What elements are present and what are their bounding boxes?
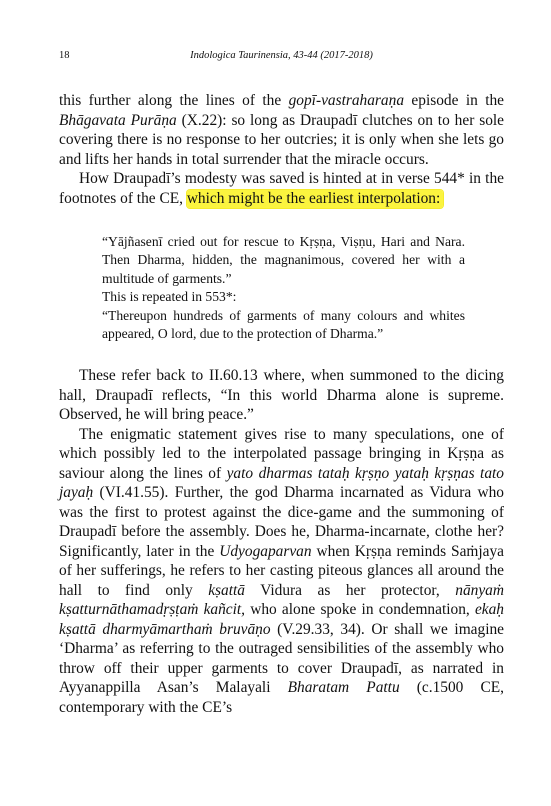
- paragraph-4: [59, 425, 504, 718]
- quote-line: “Thereupon hundreds of garments of many colours and whites appeared, O lord, due to the protection of Dharma.”: [102, 307, 465, 342]
- text-span: Vidura as her protector,: [244, 581, 456, 599]
- paragraph-1: [59, 91, 504, 169]
- italic-quote: ekaḥ kṣattā dharmyāmarthaṁ bruvāṇo: [59, 601, 504, 638]
- text-span: The enigmatic statement gives rise to many speculations, one of which possibly led to the interpolated passage bringing in Kṛṣṇa as saviour along the lines of: [59, 425, 504, 482]
- text-span: this further along the lines of the: [59, 92, 289, 109]
- italic-title: Bharatam Pattu: [287, 679, 400, 697]
- block-quote: [102, 233, 465, 343]
- text-span: (V.29.33, 34). Or shall we imagine ‘Dharma’ as referring to the outraged sensibilities of the assembly who throw off their upper garments to cover Draupadī, as narrated in Ayyanappilla Asan’s Malayali: [59, 620, 504, 697]
- text-span: episode in the: [404, 92, 504, 109]
- quote-line: “Yājñasenī cried out for rescue to Kṛṣṇa, Viṣṇu, Hari and Nara. Then Dharma, hidden, the magnanimous, covered her with a multitude of garments.”: [102, 234, 465, 286]
- page-number: 18: [59, 50, 70, 61]
- text-span: (VI.41.55). Further, the god Dharma incarnated as Vidura who was the first to protest against the dice-game and the summoning of Draupadī before the assembly. Does he, Dharma-incarnate, clothe her? Significantly, later in the: [59, 484, 504, 560]
- running-head: Indologica Taurinensia, 43-44 (2017-2018): [190, 50, 373, 61]
- text-span: who alone spoke in condemnation,: [245, 601, 475, 619]
- paragraph-2: [59, 169, 504, 208]
- italic-quote: yato dharmas tataḥ kṛṣṇo yataḥ kṛṣṇas tato jayaḥ: [59, 464, 505, 502]
- body-text: [59, 91, 504, 717]
- italic-title: Udyogaparvan: [219, 542, 312, 560]
- text-span: (X.22): so long as Draupadī clutches on to her sole covering there is no response to her outcries; it is only when she lets go and lifts her hands in total surrender that the miracle occurs.: [59, 111, 505, 168]
- italic-term: kṣattā: [208, 581, 245, 599]
- italic-term: gopī-vastraharaṇa: [288, 92, 405, 109]
- highlighted-text: which might be the earliest interpolation:: [187, 190, 443, 208]
- text-span: How Draupadī’s modesty was saved is hinted at in verse 544* in the footnotes of the CE,: [59, 170, 504, 207]
- italic-quote: nānyaṁ kṣatturnāthamadṛṣṭaṁ kañcit,: [59, 581, 504, 619]
- text-span: (c.1500 CE, contemporary with the CE’s: [59, 679, 504, 716]
- text-span: when Kṛṣṇa reminds Saṁjaya of her sufferings, he refers to her casting piteous glances all around the hall to find only: [59, 542, 504, 599]
- quote-line: This is repeated in 553*:: [102, 289, 237, 305]
- paragraph-3: These refer back to II.60.13 where, when summoned to the dicing hall, Draupadī reflects, “In this world Dharma alone is supreme. Observed, he will bring peace.”: [59, 367, 504, 424]
- italic-title: Bhāgavata Purāṇa: [59, 111, 177, 129]
